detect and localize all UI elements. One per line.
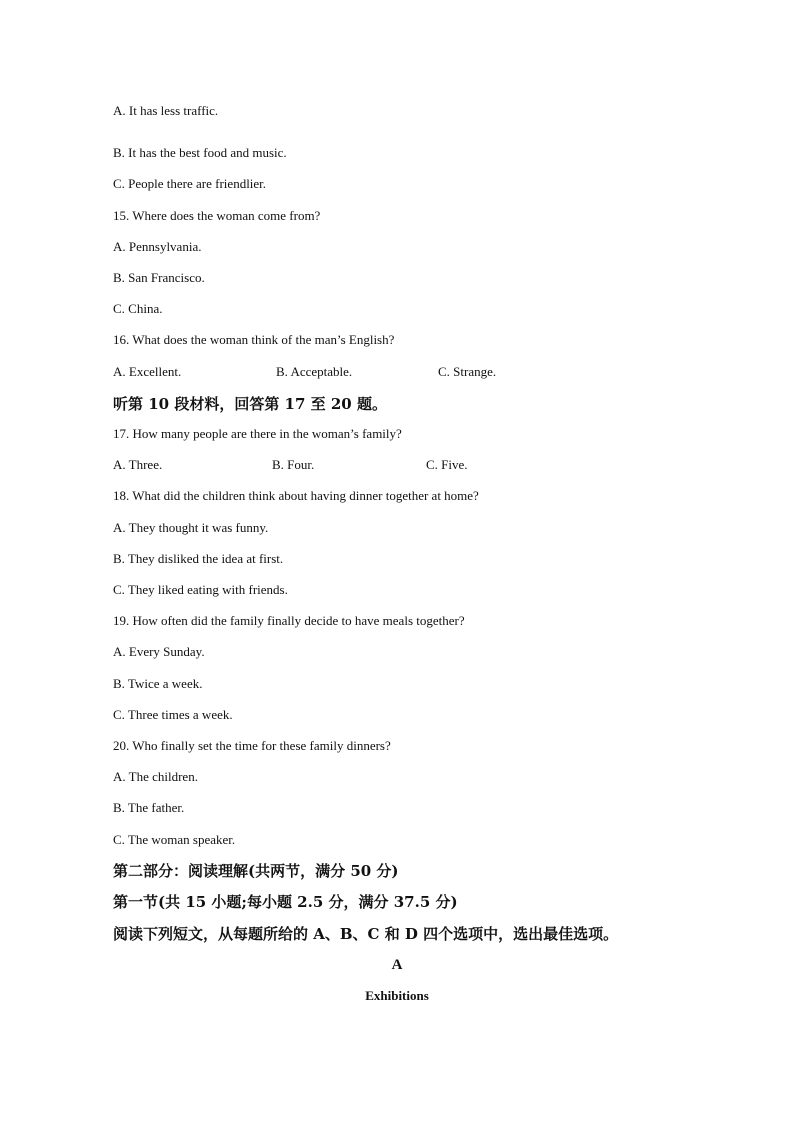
q19-question: 19. How often did the family finally decide to have meals together? xyxy=(113,613,465,628)
q16-option-b: B. Acceptable. xyxy=(276,364,353,379)
q14-option-b: B. It has the best food and music. xyxy=(113,145,287,160)
q17-option-b: B. Four. xyxy=(272,457,315,472)
passage-title: Exhibitions xyxy=(365,988,429,1003)
q20-option-c: C. The woman speaker. xyxy=(113,832,236,847)
q16-question: 16. What does the woman think of the man’s English? xyxy=(113,332,395,347)
q18-option-b: B. They disliked the idea at first. xyxy=(113,551,284,566)
q18-option-c: C. They liked eating with friends. xyxy=(113,582,288,597)
q15-option-b: B. San Francisco. xyxy=(113,270,205,285)
q17-option-c: C. Five. xyxy=(426,457,468,472)
q20-question: 20. Who finally set the time for these family dinners? xyxy=(113,738,391,753)
q20-option-a: A. The children. xyxy=(113,769,198,784)
q19-option-c: C. Three times a week. xyxy=(113,707,233,722)
section-1-title: 第一节(共 15 小题;每小题 2.5 分，满分 37.5 分) xyxy=(113,893,458,911)
section-10-instruction: 听第 10 段材料，回答第 17 至 20 题。 xyxy=(113,395,387,413)
q18-option-a: A. They thought it was funny. xyxy=(113,520,269,535)
part-2-title: 第二部分：阅读理解(共两节，满分 50 分) xyxy=(113,862,399,880)
q15-option-c: C. China. xyxy=(113,301,163,316)
q18-question: 18. What did the children think about having dinner together at home? xyxy=(113,488,479,503)
q19-option-a: A. Every Sunday. xyxy=(113,644,205,659)
q19-option-b: B. Twice a week. xyxy=(113,676,203,691)
q14-option-a: A. It has less traffic. xyxy=(113,103,219,118)
q14-option-c: C. People there are friendlier. xyxy=(113,176,267,191)
q16-option-a: A. Excellent. xyxy=(113,364,182,379)
q20-option-b: B. The father. xyxy=(113,800,185,815)
reading-instruction: 阅读下列短文，从每题所给的 A、B、C 和 D 四个选项中，选出最佳选项。 xyxy=(113,925,619,943)
q15-question: 15. Where does the woman come from? xyxy=(113,208,321,223)
q16-option-c: C. Strange. xyxy=(438,364,497,379)
q15-option-a: A. Pennsylvania. xyxy=(113,239,202,254)
q17-question: 17. How many people are there in the woman’s family? xyxy=(113,426,402,441)
q17-option-a: A. Three. xyxy=(113,457,163,472)
passage-letter: A xyxy=(391,957,403,973)
